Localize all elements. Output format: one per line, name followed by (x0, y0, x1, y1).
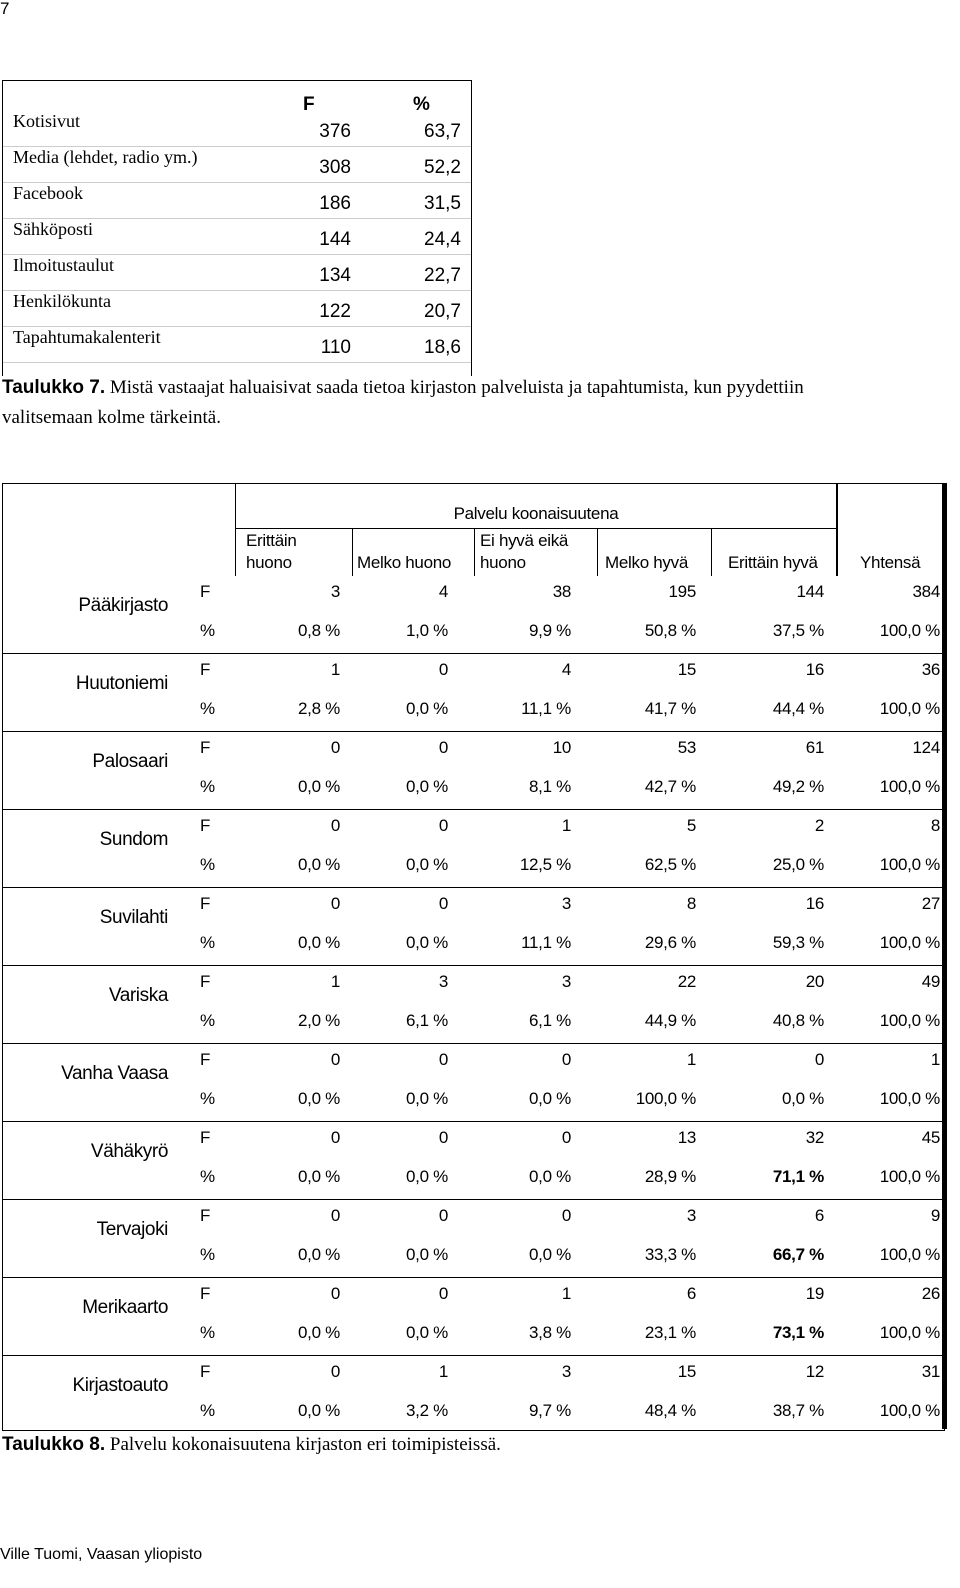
f-mark: F (200, 816, 211, 835)
cell-f: 0 (438, 894, 448, 913)
library-name: Huutoniemi (75, 673, 168, 694)
cell-pct: 0,0 % (406, 1245, 448, 1264)
cell-pct: 0,8 % (298, 621, 340, 640)
library-group (3, 1278, 944, 1356)
cell-pct: 25,0 % (772, 855, 824, 874)
cell-pct: 3,2 % (406, 1401, 448, 1420)
cell-pct: 40,8 % (772, 1011, 824, 1030)
cell-pct: 44,4 % (772, 699, 824, 718)
library-group (3, 966, 944, 1044)
pct-mark: % (200, 621, 216, 640)
library-name: Tervajoki (96, 1219, 168, 1240)
cell-pct: 100,0 % (879, 1245, 940, 1264)
row-f: 308 (319, 157, 351, 178)
cell-f: 36 (921, 660, 940, 679)
library-name: Sundom (99, 829, 168, 850)
table-row (3, 111, 471, 147)
cell-f: 0 (561, 1206, 571, 1225)
cell-f: 15 (677, 660, 696, 679)
cell-f: 0 (438, 1206, 448, 1225)
cell-pct: 1,0 % (406, 621, 448, 640)
library-group (3, 1200, 944, 1278)
cell-f: 19 (805, 1284, 824, 1303)
pct-mark: % (200, 1323, 216, 1342)
cell-pct: 3,8 % (529, 1323, 571, 1342)
cell-pct: 100,0 % (879, 1089, 940, 1108)
cell-f: 0 (438, 738, 448, 757)
cell-pct: 12,5 % (519, 855, 571, 874)
cell-f: 1 (930, 1050, 940, 1069)
pct-mark: % (200, 1011, 216, 1030)
cell-pct: 100,0 % (879, 699, 940, 718)
cell-f: 6 (686, 1284, 696, 1303)
library-name: Palosaari (92, 751, 168, 772)
row-pct: 63,7 (424, 121, 461, 142)
caption-7-label: Taulukko 7. (2, 377, 106, 398)
cell-f: 4 (438, 582, 448, 601)
cell-f: 53 (677, 738, 696, 757)
caption-7 (2, 373, 804, 433)
row-f: 122 (319, 301, 351, 322)
cell-pct: 66,7 % (772, 1245, 824, 1264)
pct-mark: % (200, 777, 216, 796)
library-name: Suvilahti (99, 907, 168, 928)
cell-f: 26 (921, 1284, 940, 1303)
cell-pct: 44,9 % (644, 1011, 696, 1030)
col-yhtensa: Yhtensä (860, 553, 921, 572)
cell-f: 6 (814, 1206, 824, 1225)
cell-f: 3 (686, 1206, 696, 1225)
cell-f: 0 (330, 1362, 340, 1381)
cell-f: 15 (677, 1362, 696, 1381)
cell-f: 1 (561, 1284, 571, 1303)
f-mark: F (200, 1284, 211, 1303)
cell-pct: 100,0 % (879, 1167, 940, 1186)
cell-f: 0 (561, 1050, 571, 1069)
cell-f: 9 (930, 1206, 940, 1225)
cell-pct: 0,0 % (406, 699, 448, 718)
f-mark: F (200, 738, 211, 757)
cell-pct: 38,7 % (772, 1401, 824, 1420)
cell-f: 1 (330, 660, 340, 679)
cell-pct: 28,9 % (644, 1167, 696, 1186)
row-label: Sähköposti (13, 219, 94, 239)
pct-mark: % (200, 1401, 216, 1420)
col-erittain-huono: Erittäin huono (246, 531, 297, 572)
library-name: Merikaarto (82, 1297, 168, 1318)
table-row (3, 291, 471, 327)
cell-pct: 100,0 % (879, 777, 940, 796)
row-f: 186 (319, 193, 351, 214)
library-name: Vanha Vaasa (61, 1063, 168, 1084)
cell-f: 38 (552, 582, 571, 601)
cell-pct: 42,7 % (644, 777, 696, 796)
cell-f: 3 (330, 582, 340, 601)
cell-f: 8 (686, 894, 696, 913)
cell-pct: 0,0 % (298, 1167, 340, 1186)
cell-pct: 0,0 % (406, 1167, 448, 1186)
cell-f: 0 (330, 1284, 340, 1303)
cell-pct: 0,0 % (298, 777, 340, 796)
cell-pct: 6,1 % (529, 1011, 571, 1030)
cell-pct: 0,0 % (406, 1089, 448, 1108)
cell-f: 1 (330, 972, 340, 991)
f-mark: F (200, 660, 211, 679)
f-mark: F (200, 1362, 211, 1381)
cell-pct: 0,0 % (529, 1245, 571, 1264)
cell-f: 144 (796, 582, 824, 601)
cell-f: 0 (438, 816, 448, 835)
cell-f: 16 (805, 894, 824, 913)
cell-pct: 9,9 % (529, 621, 571, 640)
caption-8 (2, 1430, 501, 1460)
cell-f: 45 (921, 1128, 940, 1147)
row-pct: 22,7 (424, 265, 461, 286)
library-group (3, 888, 944, 966)
library-group (3, 810, 944, 888)
cell-f: 0 (330, 816, 340, 835)
cell-pct: 6,1 % (406, 1011, 448, 1030)
cell-f: 13 (677, 1128, 696, 1147)
cell-pct: 2,0 % (298, 1011, 340, 1030)
table-title: Palvelu koonaisuutena (453, 504, 619, 523)
cell-f: 0 (330, 1206, 340, 1225)
row-f: 144 (319, 229, 351, 250)
cell-pct: 0,0 % (529, 1167, 571, 1186)
cell-pct: 0,0 % (298, 1089, 340, 1108)
cell-pct: 48,4 % (644, 1401, 696, 1420)
cell-pct: 100,0 % (879, 855, 940, 874)
cell-pct: 29,6 % (644, 933, 696, 952)
cell-f: 1 (686, 1050, 696, 1069)
cell-f: 0 (330, 894, 340, 913)
cell-f: 22 (677, 972, 696, 991)
row-label: Ilmoitustaulut (13, 255, 114, 275)
cell-f: 8 (930, 816, 940, 835)
pct-mark: % (200, 933, 216, 952)
library-name: Vähäkyrö (90, 1141, 168, 1162)
f-mark: F (200, 894, 211, 913)
cell-pct: 0,0 % (406, 855, 448, 874)
row-f: 110 (320, 337, 351, 358)
row-label: Henkilökunta (13, 291, 111, 311)
row-label: Kotisivut (13, 111, 81, 131)
table-7 (2, 80, 472, 376)
cell-pct: 23,1 % (644, 1323, 696, 1342)
cell-pct: 0,0 % (406, 933, 448, 952)
table-row (3, 219, 471, 255)
cell-pct: 100,0 % (879, 1401, 940, 1420)
cell-pct: 100,0 % (879, 1011, 940, 1030)
cell-pct: 0,0 % (406, 777, 448, 796)
table-8 (2, 483, 945, 1431)
cell-pct: 0,0 % (298, 933, 340, 952)
library-group (3, 654, 944, 732)
library-group (3, 732, 944, 810)
cell-pct: 11,1 % (521, 933, 571, 952)
cell-f: 0 (561, 1128, 571, 1147)
cell-f: 31 (921, 1362, 940, 1381)
cell-pct: 33,3 % (644, 1245, 696, 1264)
cell-pct: 0,0 % (782, 1089, 824, 1108)
cell-pct: 62,5 % (644, 855, 696, 874)
cell-pct: 59,3 % (772, 933, 824, 952)
cell-pct: 73,1 % (772, 1323, 824, 1342)
cell-pct: 0,0 % (298, 1245, 340, 1264)
f-mark: F (200, 1128, 211, 1147)
cell-f: 0 (438, 1284, 448, 1303)
cell-f: 195 (668, 582, 696, 601)
library-group (3, 1356, 944, 1434)
cell-f: 0 (438, 1128, 448, 1147)
cell-f: 3 (561, 894, 571, 913)
cell-f: 32 (805, 1128, 824, 1147)
caption-8-text: Palvelu kokonaisuutena kirjaston eri toimipisteissä. (105, 1434, 501, 1455)
cell-f: 16 (805, 660, 824, 679)
caption-8-label: Taulukko 8. (2, 1434, 106, 1455)
library-name: Variska (108, 985, 168, 1006)
cell-pct: 9,7 % (529, 1401, 571, 1420)
cell-pct: 0,0 % (529, 1089, 571, 1108)
f-mark: F (200, 582, 211, 601)
footer: Ville Tuomi, Vaasan yliopisto (0, 1546, 203, 1563)
f-mark: F (200, 1206, 211, 1225)
cell-pct: 0,0 % (406, 1323, 448, 1342)
cell-f: 20 (805, 972, 824, 991)
cell-pct: 100,0 % (635, 1089, 696, 1108)
library-group (3, 576, 944, 654)
row-label: Media (lehdet, radio ym.) (13, 147, 198, 167)
col-ei-hyva-eika-huono: Ei hyvä eikä huono (480, 531, 569, 572)
cell-pct: 8,1 % (529, 777, 571, 796)
table-row (3, 327, 471, 363)
row-label: Tapahtumakalenterit (13, 327, 161, 347)
cell-f: 5 (686, 816, 696, 835)
library-group (3, 1122, 944, 1200)
row-f: 376 (319, 121, 351, 142)
cell-pct: 71,1 % (772, 1167, 824, 1186)
cell-pct: 0,0 % (298, 1323, 340, 1342)
pct-mark: % (200, 1167, 216, 1186)
f-mark: F (200, 972, 211, 991)
cell-f: 12 (805, 1362, 824, 1381)
cell-pct: 100,0 % (879, 1323, 940, 1342)
cell-pct: 41,7 % (644, 699, 696, 718)
row-pct: 18,6 (424, 337, 461, 358)
cell-f: 61 (805, 738, 824, 757)
row-label: Facebook (13, 183, 83, 203)
cell-pct: 50,8 % (644, 621, 696, 640)
cell-pct: 100,0 % (879, 933, 940, 952)
col-header-pct: % (413, 94, 430, 115)
cell-f: 2 (814, 816, 824, 835)
cell-f: 0 (330, 738, 340, 757)
cell-pct: 37,5 % (772, 621, 824, 640)
cell-pct: 0,0 % (298, 1401, 340, 1420)
cell-f: 49 (921, 972, 940, 991)
cell-pct: 0,0 % (298, 855, 340, 874)
col-melko-hyva: Melko hyvä (605, 553, 688, 572)
row-f: 134 (319, 265, 351, 286)
pct-mark: % (200, 1089, 216, 1108)
cell-f: 124 (912, 738, 940, 757)
f-mark: F (200, 1050, 211, 1069)
cell-pct: 11,1 % (521, 699, 571, 718)
cell-pct: 100,0 % (879, 621, 940, 640)
cell-f: 0 (330, 1128, 340, 1147)
col-melko-huono: Melko huono (357, 553, 452, 572)
cell-pct: 49,2 % (772, 777, 824, 796)
cell-f: 0 (330, 1050, 340, 1069)
cell-f: 0 (814, 1050, 824, 1069)
pct-mark: % (200, 699, 216, 718)
col-header-f: F (303, 94, 315, 115)
row-pct: 24,4 (424, 229, 461, 250)
cell-f: 0 (438, 1050, 448, 1069)
pct-mark: % (200, 1245, 216, 1264)
cell-pct: 2,8 % (298, 699, 340, 718)
cell-f: 1 (561, 816, 571, 835)
row-pct: 20,7 (424, 301, 461, 322)
table-row (3, 183, 471, 219)
cell-f: 3 (561, 1362, 571, 1381)
library-name: Pääkirjasto (78, 595, 168, 616)
caption-7-text2: valitsemaan kolme tärkeintä. (2, 407, 221, 428)
cell-f: 384 (912, 582, 940, 601)
col-erittain-hyva: Erittäin hyvä (728, 553, 818, 572)
cell-f: 3 (438, 972, 448, 991)
row-pct: 52,2 (424, 157, 461, 178)
cell-f: 0 (438, 660, 448, 679)
cell-f: 10 (552, 738, 571, 757)
row-pct: 31,5 (424, 193, 461, 214)
cell-f: 4 (561, 660, 571, 679)
cell-f: 3 (561, 972, 571, 991)
page-number: 7 (0, 0, 10, 18)
library-group (3, 1044, 944, 1122)
cell-f: 27 (921, 894, 940, 913)
caption-7-text: Mistä vastaajat haluaisivat saada tietoa kirjaston palveluista ja tapahtumista, kun pyydettiin (105, 377, 804, 398)
library-name: Kirjastoauto (72, 1375, 168, 1396)
cell-f: 1 (438, 1362, 448, 1381)
table-row (3, 147, 471, 183)
table-row (3, 255, 471, 291)
pct-mark: % (200, 855, 216, 874)
